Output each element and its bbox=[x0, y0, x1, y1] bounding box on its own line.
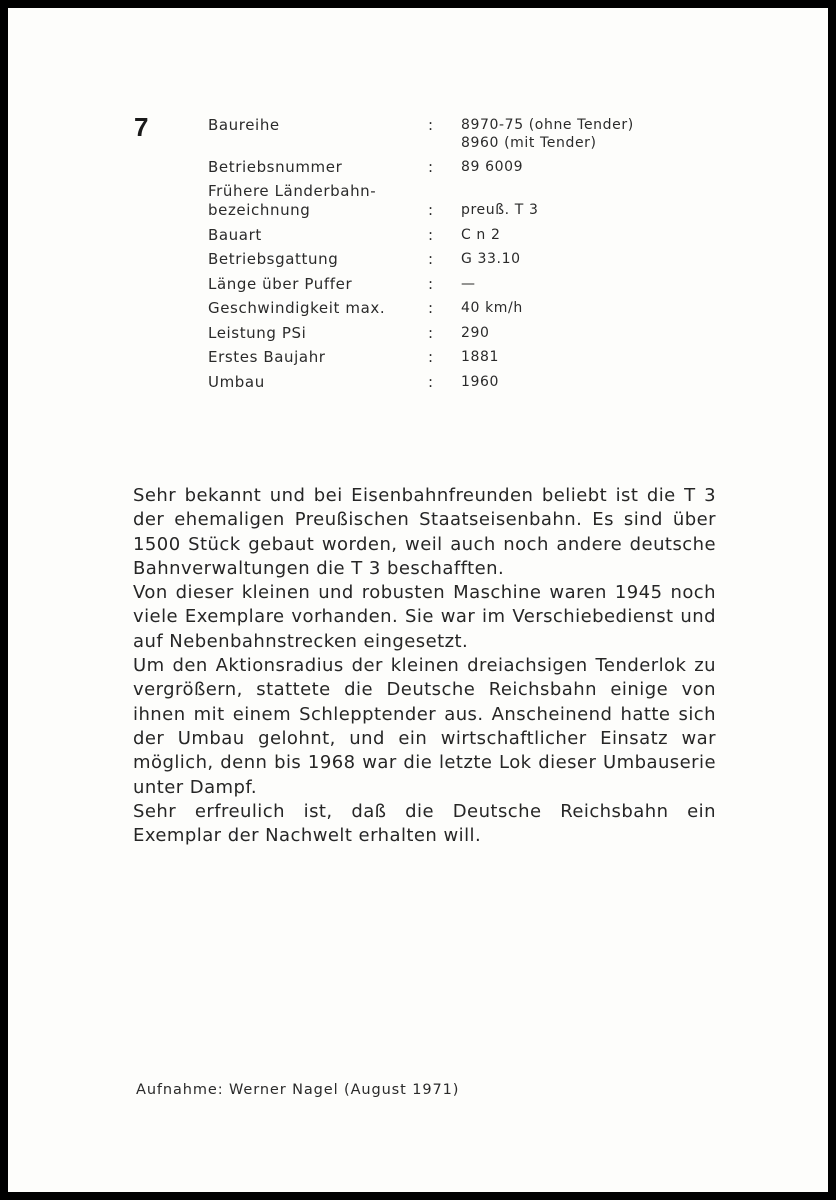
spec-colon: : bbox=[428, 116, 434, 134]
info-card bbox=[8, 8, 828, 1192]
spec-label: Geschwindigkeit max. bbox=[208, 299, 386, 317]
spec-row bbox=[208, 226, 728, 245]
spec-row bbox=[208, 275, 728, 294]
spec-label: Betriebsgattung bbox=[208, 250, 339, 268]
paragraph: Von dieser kleinen und robusten Maschine waren 1945 noch viele Exemplare vorhanden. Sie war im Verschiebedienst und auf Nebenbahnstrecken eingesetzt. bbox=[133, 582, 716, 652]
spec-colon: : bbox=[428, 348, 434, 366]
spec-label: Leistung PSi bbox=[208, 323, 307, 342]
paragraph: Um den Aktionsradius der kleinen dreiachsigen Tenderlok zu vergrößern, stattete die Deutsche Reichsbahn einige von ihnen mit einem Schlepptender aus. Anscheinend hatte sich der Umbau gelohnt, und ein wirtschaftlicher Einsatz war möglich, denn bis 1968 war die letzte Lok dieser Umbauserie unter Dampf. bbox=[133, 655, 716, 798]
spec-colon: : bbox=[428, 157, 434, 176]
spec-label: Frühere Länderbahn- bezeichnung bbox=[208, 182, 377, 219]
spec-value: 1881 bbox=[461, 349, 500, 365]
spec-label: Länge über Puffer bbox=[208, 274, 353, 293]
spec-value: preuß. T 3 bbox=[461, 202, 539, 218]
spec-label: Baureihe bbox=[208, 116, 280, 134]
spec-label: Umbau bbox=[208, 372, 265, 391]
paragraph: Sehr bekannt und bei Eisenbahnfreunden beliebt ist die T 3 der ehemaligen Preußischen Staatseisenbahn. Es sind über 1500 Stück gebaut worden, weil auch noch andere deutsche Bahnverwaltungen die T 3 beschafften. bbox=[133, 485, 716, 579]
spec-colon: : bbox=[428, 274, 434, 293]
spec-label: Bauart bbox=[208, 225, 262, 244]
spec-value: 1960 bbox=[461, 373, 500, 390]
spec-label: Erstes Baujahr bbox=[208, 348, 326, 366]
photo-credit: Aufnahme: Werner Nagel (August 1971) bbox=[136, 1082, 460, 1098]
spec-value: 290 bbox=[461, 324, 490, 341]
spec-value: C n 2 bbox=[461, 226, 501, 243]
card-number: 7 bbox=[134, 112, 149, 142]
spec-value: — bbox=[461, 275, 476, 292]
spec-value: 40 km/h bbox=[461, 300, 523, 316]
spec-row bbox=[208, 373, 728, 392]
spec-row bbox=[208, 324, 728, 343]
spec-colon: : bbox=[428, 299, 434, 317]
description-text bbox=[133, 484, 716, 848]
spec-colon: : bbox=[428, 250, 434, 268]
paragraph: Sehr erfreulich ist, daß die Deutsche Reichsbahn ein Exemplar der Nachwelt erhalten will. bbox=[133, 800, 716, 847]
spec-colon: : bbox=[428, 201, 434, 219]
spec-row bbox=[208, 158, 728, 177]
spec-row bbox=[208, 116, 728, 152]
spec-row bbox=[208, 348, 728, 367]
spec-row bbox=[208, 250, 728, 269]
spec-colon: : bbox=[428, 225, 434, 244]
spec-value: 8970-75 (ohne Tender) 8960 (mit Tender) bbox=[461, 117, 634, 151]
spec-value: G 33.10 bbox=[461, 251, 521, 267]
spec-colon: : bbox=[428, 372, 434, 391]
spec-value: 89 6009 bbox=[461, 158, 524, 175]
spec-label: Betriebsnummer bbox=[208, 157, 343, 176]
spec-row bbox=[208, 299, 728, 318]
spec-colon: : bbox=[428, 323, 434, 342]
spec-row bbox=[208, 182, 728, 220]
spec-table bbox=[208, 116, 728, 397]
